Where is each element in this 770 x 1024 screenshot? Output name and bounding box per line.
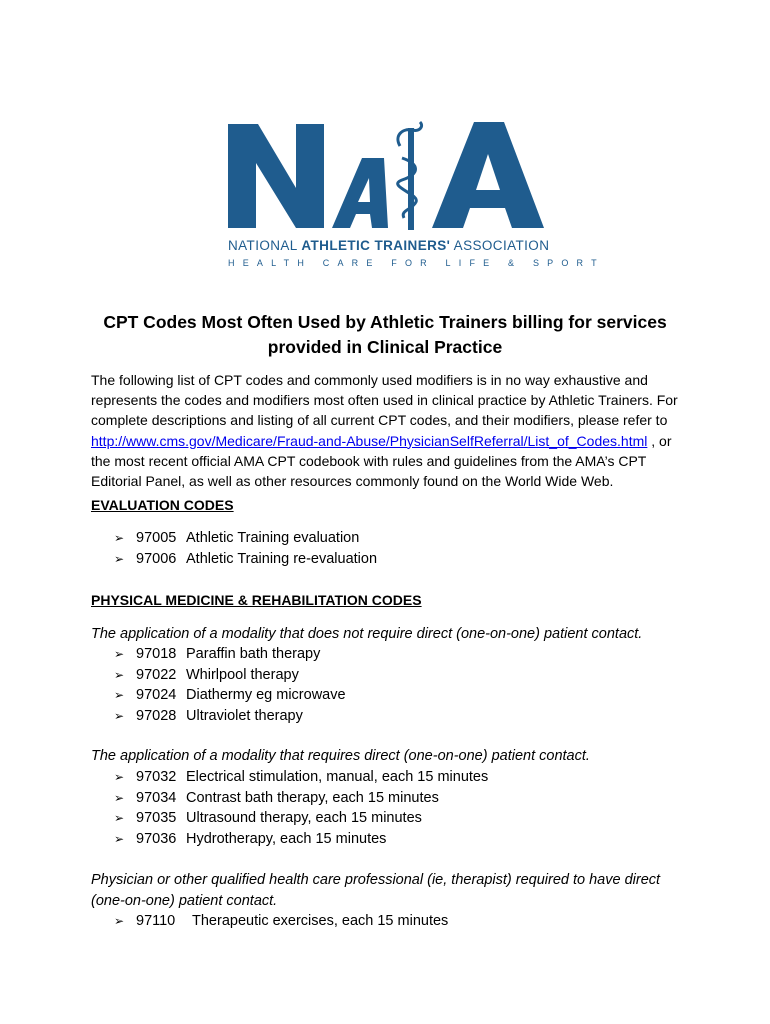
list-item: ➢ 97005 Athletic Training evaluation [114, 528, 377, 549]
list-item: ➢ 97036 Hydrotherapy, each 15 minutes [114, 829, 488, 850]
arrow-bullet-icon: ➢ [114, 708, 125, 723]
nata-logo-mark [224, 118, 546, 233]
list-item: ➢ 97024 Diathermy eg microwave [114, 685, 346, 706]
list-item: ➢ 97032 Electrical stimulation, manual, each 15 minutes [114, 767, 488, 788]
arrow-bullet-icon: ➢ [114, 811, 125, 826]
arrow-bullet-icon: ➢ [114, 831, 125, 846]
cms-codes-link[interactable]: http://www.cms.gov/Medicare/Fraud-and-Abuse/PhysicianSelfReferral/List_of_Codes.html [91, 432, 648, 449]
list-item: ➢ 97006 Athletic Training re-evaluation [114, 549, 377, 570]
arrow-bullet-icon: ➢ [114, 667, 125, 682]
logo-association-name: NATIONAL ATHLETIC TRAINERS' ASSOCIATION [228, 238, 550, 253]
list-item: ➢ 97034 Contrast bath therapy, each 15 minutes [114, 788, 488, 809]
modality-note-unattended: The application of a modality that does not require direct (one-on-one) patient contact. [91, 626, 643, 642]
modality-note-attended: The application of a modality that requires direct (one-on-one) patient contact. [91, 748, 590, 764]
unattended-modality-list [114, 644, 346, 726]
arrow-bullet-icon: ➢ [114, 770, 125, 784]
list-item: ➢ 97018 Paraffin bath therapy [114, 644, 346, 665]
evaluation-code-list [114, 528, 377, 569]
nata-logo [0, 0, 770, 280]
caduceus-icon [398, 122, 422, 230]
list-item: ➢ 97028 Ultraviolet therapy [114, 706, 346, 727]
list-item: ➢ 97110 Therapeutic exercises, each 15 minutes [114, 911, 448, 932]
arrow-bullet-icon: ➢ [114, 551, 125, 566]
arrow-bullet-icon: ➢ [114, 790, 125, 805]
physical-medicine-heading: PHYSICAL MEDICINE & REHABILITATION CODES [91, 592, 422, 608]
arrow-bullet-icon: ➢ [114, 531, 125, 545]
therapeutic-procedure-list [114, 911, 448, 932]
therapist-note: Physician or other qualified health care professional (ie, therapist) required to have direct (one-on-one) patient contact. [91, 872, 661, 909]
list-item: ➢ 97022 Whirlpool therapy [114, 665, 346, 686]
evaluation-codes-heading: EVALUATION CODES [91, 497, 234, 513]
attended-modality-list [114, 767, 488, 849]
arrow-bullet-icon: ➢ [114, 914, 125, 928]
logo-tagline: HEALTH CARE FOR LIFE & SPORT [228, 258, 605, 268]
document-title: CPT Codes Most Often Used by Athletic Trainers billing for services provided in Clinical Practice [103, 312, 667, 357]
arrow-bullet-icon: ➢ [114, 688, 125, 703]
list-item: ➢ 97035 Ultrasound therapy, each 15 minutes [114, 808, 488, 829]
intro-paragraph: The following list of CPT codes and commonly used modifiers is in no way exhaustive and represents the codes and modifiers most often used in clinical practice by Athletic Trainers. For complete descriptions and listing of all current CPT codes, and their modifiers, please refer to http://www.cms.gov/Medicare/Fraud-and-Abuse/PhysicianSelfReferral/List_of_Codes.html , or the most recent official AMA CPT codebook with rules and guidelines from the AMA’s CPT Editorial Panel, as well as other resources commonly found on the World Wide Web. [91, 372, 678, 490]
arrow-bullet-icon: ➢ [114, 647, 125, 661]
